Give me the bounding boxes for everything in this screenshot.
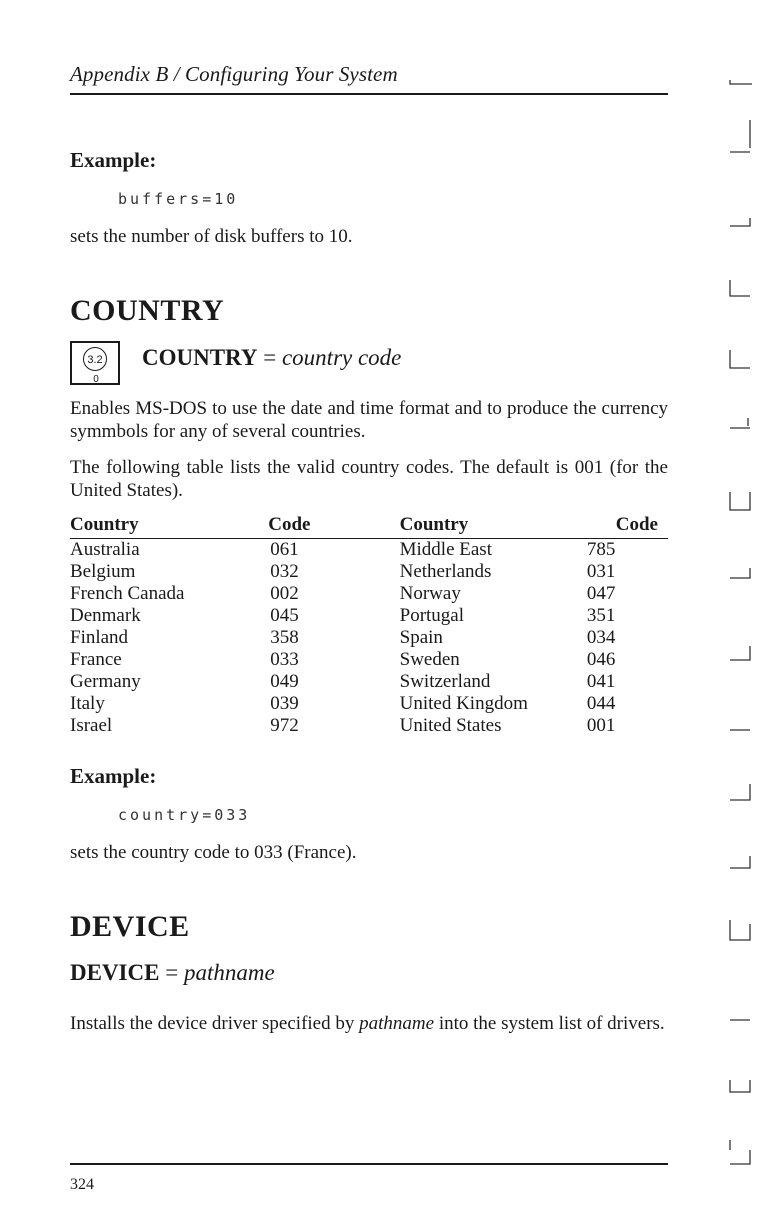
device-desc-after: into the system list of drivers. [434,1013,665,1034]
binding-marks [718,40,768,1180]
version-badge [70,341,120,385]
code-cell: 002 [270,583,299,604]
country-syntax-keyword: COUNTRY [142,345,258,370]
table-row [70,627,668,649]
country-cell: Germany [70,671,141,692]
buffers-example-heading: Example: [70,148,157,172]
code-cell: 046 [586,649,616,670]
device-syntax-arg: pathname [183,960,275,985]
country-cell: Switzerland [399,671,491,692]
country-syntax-eq: = [257,345,282,370]
code-cell: 033 [270,649,299,670]
country-cell: Portugal [399,605,465,626]
code-cell: 358 [270,627,299,648]
country-example-code: country=033 [118,806,251,824]
table-row [70,649,668,671]
country-para-2: The following table lists the valid country codes. The default is 001 (for the United States). [70,457,668,501]
table-row [70,605,668,627]
country-cell: Sweden [399,649,460,670]
header-country-1: Country [70,512,268,539]
country-cell: France [70,649,122,670]
country-cell: Middle East [399,539,492,560]
code-cell: 785 [586,539,616,560]
country-cell: Israel [70,715,113,736]
country-cell: Spain [399,627,443,648]
country-cell: Norway [399,583,461,604]
code-cell: 031 [586,561,616,582]
country-cell: French Canada [70,583,185,604]
footer-rule [70,1163,668,1165]
buffers-example-code: buffers=10 [118,190,239,208]
country-cell: Finland [70,627,129,648]
country-cell: Netherlands [399,561,492,582]
country-syntax-arg: country code [281,345,402,370]
country-cell: Denmark [70,605,141,626]
version-circle: 3.2 [83,347,107,371]
version-sub: 0 [93,374,99,385]
country-cell: Australia [70,539,140,560]
device-desc-arg: pathname [359,1013,435,1034]
header-code-1: Code [268,512,399,539]
code-cell: 972 [270,715,299,736]
code-cell: 039 [270,693,299,714]
country-para-1: Enables MS-DOS to use the date and time format and to produce the currency symmbols for any of several countries. [70,398,668,442]
code-cell: 041 [586,671,616,692]
code-cell: 045 [270,605,299,626]
table-row [70,715,668,737]
code-cell: 061 [270,539,299,560]
table-row [70,583,668,605]
code-cell: 047 [586,583,616,604]
page-number: 324 [70,1176,94,1193]
table-row [70,561,668,583]
code-cell: 049 [270,671,299,692]
buffers-description: sets the number of disk buffers to 10. [70,226,353,247]
country-description: sets the country code to 033 (France). [70,842,357,863]
device-description [70,1012,668,1035]
code-cell: 034 [586,627,616,648]
country-example-heading: Example: [70,764,157,788]
country-code-table [70,512,668,737]
device-heading: DEVICE [70,910,190,943]
table-row [70,671,668,693]
device-syntax-keyword: DEVICE [70,960,160,985]
country-cell: United Kingdom [399,693,528,714]
code-cell: 044 [586,693,616,714]
table-header-row [70,512,668,539]
device-syntax-eq: = [159,960,184,985]
device-desc-before: Installs the device driver specified by [70,1013,360,1034]
header-code-2: Code [587,512,668,539]
running-head: Appendix B / Configuring Your System [70,62,398,86]
country-cell: Belgium [70,561,136,582]
country-cell: Italy [70,693,105,714]
device-syntax [70,960,275,986]
header-rule [70,93,668,95]
header-country-2: Country [400,512,587,539]
country-cell: United States [399,715,502,736]
code-cell: 001 [586,715,616,736]
table-row [70,693,668,715]
table-row [70,539,668,562]
code-cell: 032 [270,561,299,582]
country-syntax [142,345,401,371]
code-cell: 351 [586,605,616,626]
country-heading: COUNTRY [70,294,225,327]
